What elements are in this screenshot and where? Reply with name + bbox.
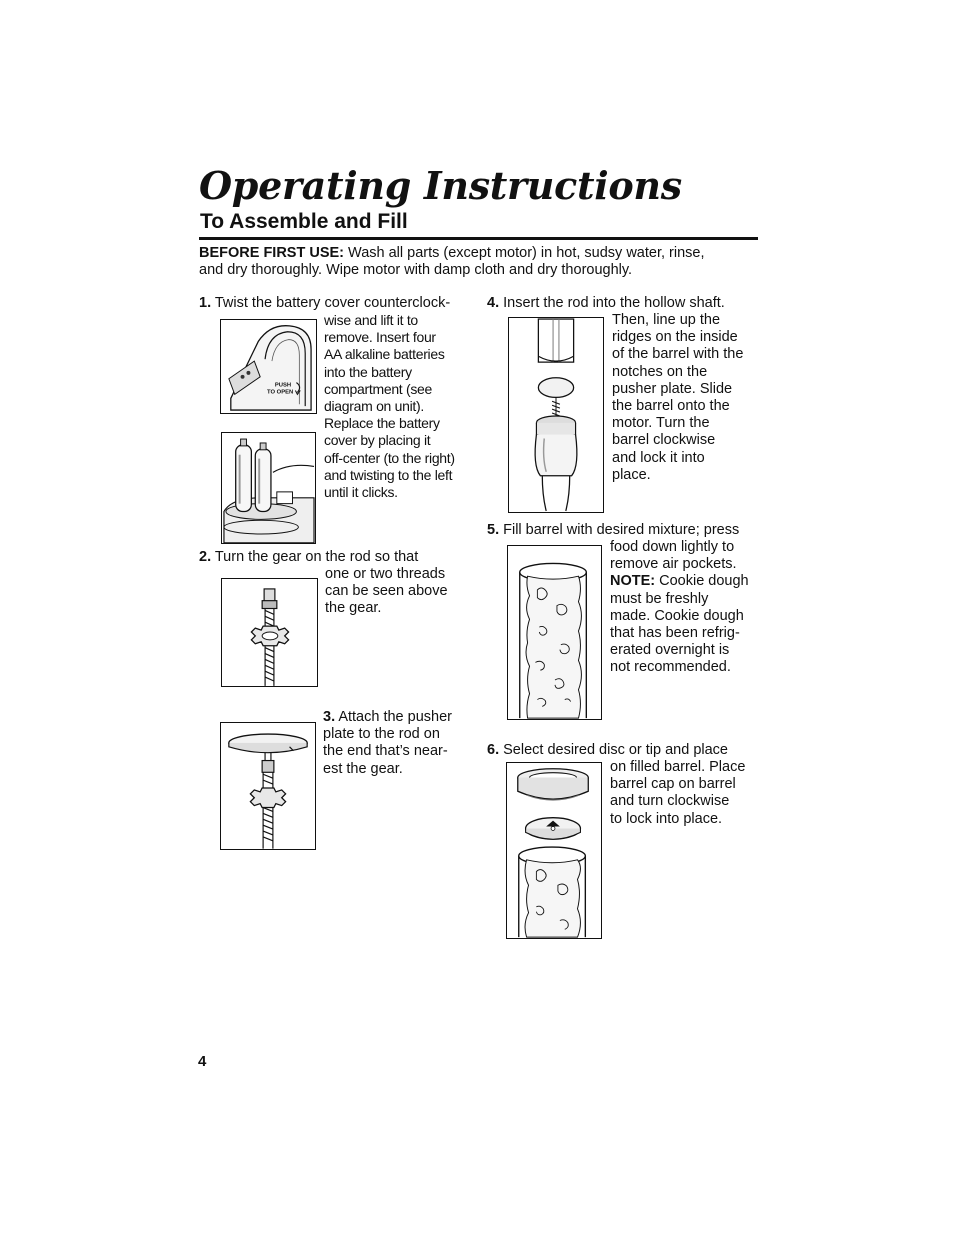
step-text: Insert the rod into the hollow shaft. — [499, 295, 725, 311]
step-text: made. Cookie dough — [610, 607, 744, 624]
step-number: 3. — [323, 709, 336, 725]
before-first-use-label: BEFORE FIRST USE: — [199, 245, 345, 261]
step-2-text — [325, 566, 448, 618]
step-text: until it clicks. — [324, 484, 398, 501]
step-text: on filled barrel. Place — [610, 759, 746, 775]
pusher-plate-illustration — [220, 722, 316, 850]
battery-cover-illustration — [220, 319, 317, 414]
step-text: Attach the pusher — [335, 709, 452, 725]
step-text: remove air pockets. — [610, 556, 737, 573]
step-text: Turn the gear on the rod so that — [211, 549, 419, 565]
step-text: and turn clockwise — [610, 793, 730, 810]
step-1-first-line — [199, 295, 450, 312]
step-4-first-line — [487, 295, 725, 312]
step-text: one or two threads — [325, 566, 446, 582]
section-heading: To Assemble and Fill — [200, 210, 408, 233]
push-label: PUSH — [274, 382, 292, 389]
batteries-illustration — [221, 432, 316, 544]
before-first-use-paragraph — [199, 245, 759, 279]
step-text: to lock into place. — [610, 810, 723, 827]
step-text: the end that’s near- — [323, 743, 448, 760]
step-number: 1. — [199, 295, 212, 311]
step-text: remove. Insert four — [324, 329, 436, 346]
to-open-label: TO OPEN — [267, 389, 294, 396]
step-text: off-center (to the right) — [324, 449, 455, 466]
step-text: Replace the battery — [324, 415, 440, 432]
intro-line: and dry thoroughly. Wipe motor with damp cloth and dry thoroughly. — [199, 262, 633, 279]
step-text: Twist the battery cover counterclock- — [211, 295, 451, 311]
step-3-text — [323, 709, 452, 778]
step-5-text — [610, 539, 749, 677]
step-5-first-line — [487, 522, 739, 539]
step-text: and lock it into — [612, 449, 705, 466]
step-text: motor. Turn the — [612, 415, 710, 432]
step-text: that has been refrig- — [610, 625, 740, 642]
step-text: the gear. — [325, 600, 382, 617]
step-text: and twisting to the left — [324, 466, 453, 483]
step-6-text — [610, 759, 745, 828]
step-text: Select desired disc or tip and place — [499, 742, 728, 758]
step-text: place. — [612, 466, 651, 483]
step-1-text — [324, 312, 455, 501]
page-number: 4 — [198, 1053, 207, 1070]
step-text: Then, line up the — [612, 312, 721, 328]
heading-rule — [199, 237, 758, 240]
step-number: 4. — [487, 295, 500, 311]
step-6-first-line — [487, 742, 728, 759]
step-number: 6. — [487, 742, 500, 758]
step-text: Fill barrel with desired mixture; press — [499, 522, 740, 538]
step-text: barrel cap on barrel — [610, 776, 736, 793]
step-text: must be freshly — [610, 590, 709, 607]
step-text: est the gear. — [323, 760, 403, 777]
step-text: AA alkaline batteries — [324, 346, 445, 363]
step-text: food down lightly to — [610, 539, 735, 555]
step-text: not recommended. — [610, 659, 731, 676]
note-label: NOTE: — [610, 573, 656, 590]
step-text: ridges on the inside — [612, 329, 738, 346]
gear-rod-illustration — [221, 578, 318, 687]
filled-barrel-illustration — [507, 545, 602, 720]
step-text: of the barrel with the — [612, 346, 744, 363]
step-number: 5. — [487, 522, 500, 538]
step-2-first-line — [199, 549, 418, 566]
step-text: compartment (see — [324, 380, 433, 397]
step-text: barrel clockwise — [612, 432, 716, 449]
step-text: can be seen above — [325, 583, 448, 600]
intro-line: Wash all parts (except motor) in hot, sudsy water, rinse, — [344, 245, 705, 261]
step-text: into the battery — [324, 363, 412, 380]
step-text: pusher plate. Slide — [612, 380, 733, 397]
cap-disc-barrel-illustration — [506, 762, 602, 939]
step-text: cover by placing it — [324, 432, 431, 449]
step-text: plate to the rod on — [323, 726, 440, 743]
step-text: erated overnight is — [610, 642, 730, 659]
step-text: notches on the — [612, 363, 708, 380]
step-4-text — [612, 312, 743, 484]
step-text: the barrel onto the — [612, 398, 730, 415]
step-text: wise and lift it to — [324, 312, 418, 328]
page-title: Operating Instructions — [199, 163, 682, 208]
step-text: diagram on unit). — [324, 398, 424, 415]
step-number: 2. — [199, 549, 212, 565]
step-text: Cookie dough — [655, 573, 749, 590]
barrel-assembly-illustration — [508, 317, 604, 513]
